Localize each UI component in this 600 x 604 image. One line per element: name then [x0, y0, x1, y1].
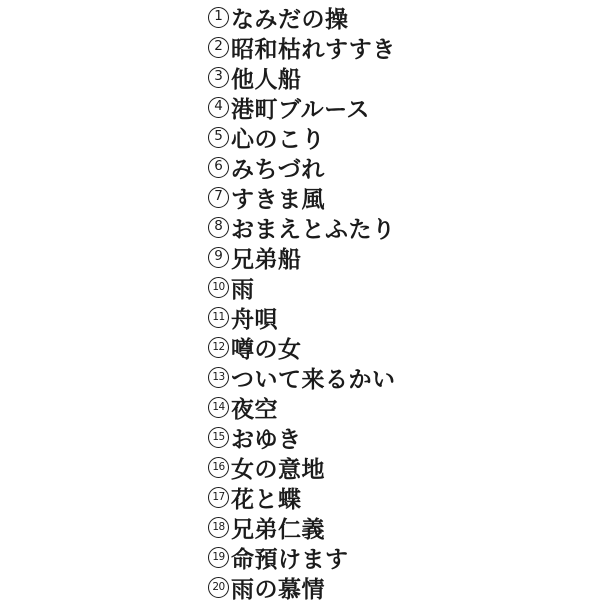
track-title: 雨の慕情 — [231, 576, 325, 603]
track-title: なみだの操 — [231, 6, 349, 33]
track-number-badge: 6 — [208, 157, 229, 178]
track-row — [208, 272, 396, 302]
track-number-badge: 14 — [208, 397, 229, 418]
track-row — [208, 92, 396, 122]
track-title: 命預けます — [231, 546, 349, 573]
track-row — [208, 302, 396, 332]
track-row — [208, 452, 396, 482]
track-row — [208, 122, 396, 152]
track-number-badge: 7 — [208, 187, 229, 208]
track-row — [208, 2, 396, 32]
track-number-badge: 9 — [208, 247, 229, 268]
track-row — [208, 362, 396, 392]
track-row — [208, 482, 396, 512]
track-row — [208, 242, 396, 272]
track-number-badge: 15 — [208, 427, 229, 448]
track-row — [208, 212, 396, 242]
track-title: 昭和枯れすすき — [231, 36, 396, 63]
track-title: 雨 — [231, 276, 255, 303]
track-number-badge: 12 — [208, 337, 229, 358]
track-number-badge: 11 — [208, 307, 229, 328]
track-title: 噂の女 — [231, 336, 302, 363]
tracklist — [208, 2, 396, 602]
track-number-badge: 1 — [208, 7, 229, 28]
track-number-badge: 8 — [208, 217, 229, 238]
track-number-badge: 13 — [208, 367, 229, 388]
track-title: 兄弟船 — [231, 246, 302, 273]
track-number-badge: 17 — [208, 487, 229, 508]
track-number-badge: 2 — [208, 37, 229, 58]
track-title: 夜空 — [231, 396, 278, 423]
track-title: 舟唄 — [231, 306, 278, 333]
track-title: おまえとふたり — [231, 216, 396, 243]
track-title: みちづれ — [231, 156, 325, 183]
track-title: 花と蝶 — [231, 486, 302, 513]
track-number-badge: 20 — [208, 577, 229, 598]
track-row — [208, 32, 396, 62]
track-row — [208, 182, 396, 212]
track-number-badge: 5 — [208, 127, 229, 148]
track-row — [208, 62, 396, 92]
track-title: 女の意地 — [231, 456, 325, 483]
track-title: おゆき — [231, 426, 302, 453]
track-title: 他人船 — [231, 66, 302, 93]
track-row — [208, 392, 396, 422]
track-row — [208, 542, 396, 572]
track-number-badge: 16 — [208, 457, 229, 478]
track-title: 港町ブルース — [231, 96, 370, 123]
track-number-badge: 10 — [208, 277, 229, 298]
track-row — [208, 572, 396, 602]
track-number-badge: 18 — [208, 517, 229, 538]
track-number-badge: 4 — [208, 97, 229, 118]
track-title: 心のこり — [231, 126, 325, 153]
track-number-badge: 3 — [208, 67, 229, 88]
track-row — [208, 512, 396, 542]
track-title: すきま風 — [231, 186, 325, 213]
track-row — [208, 422, 396, 452]
track-title: ついて来るかい — [231, 366, 396, 393]
track-row — [208, 332, 396, 362]
track-number-badge: 19 — [208, 547, 229, 568]
track-row — [208, 152, 396, 182]
track-title: 兄弟仁義 — [231, 516, 325, 543]
